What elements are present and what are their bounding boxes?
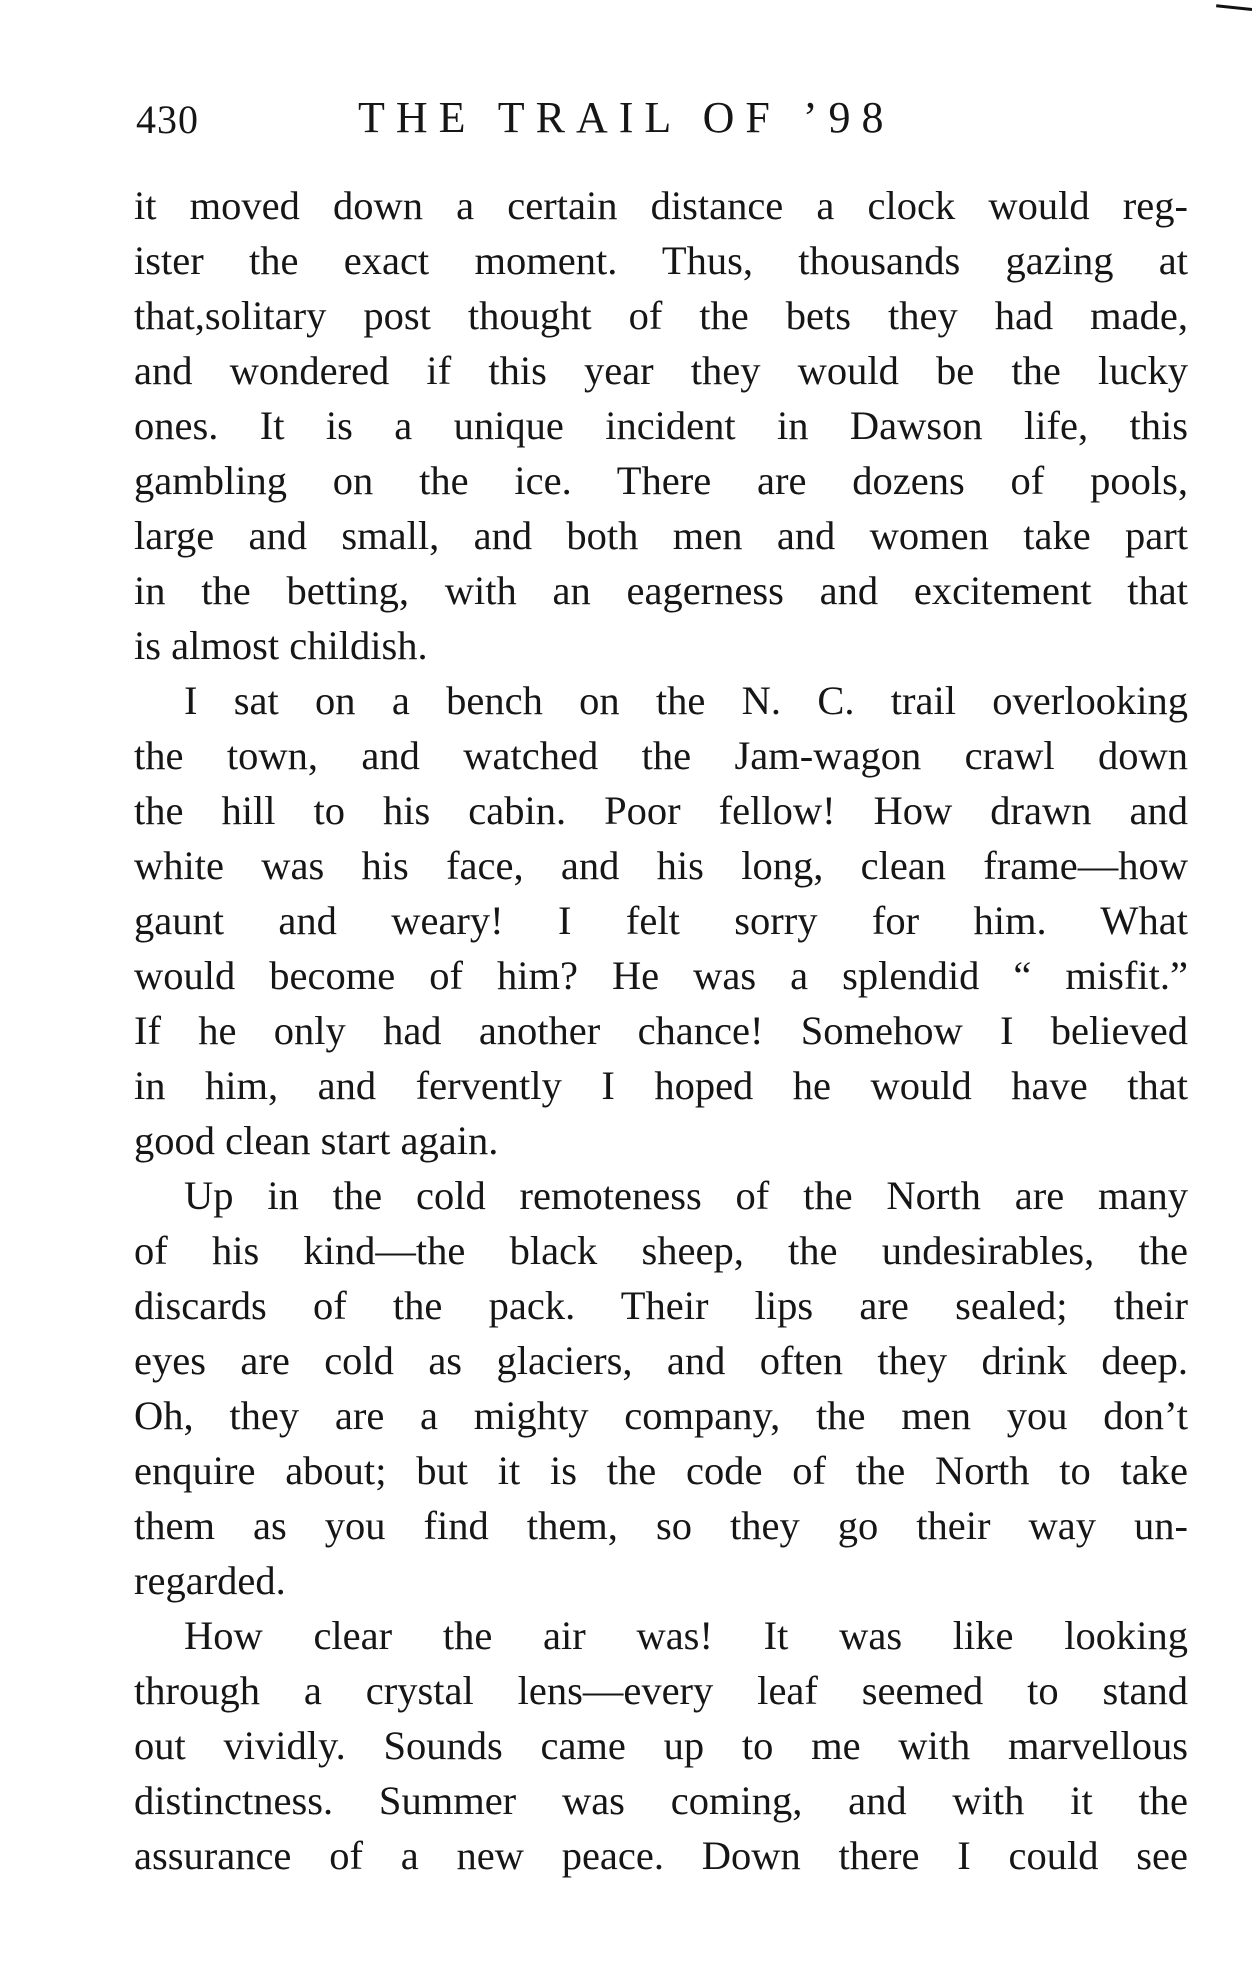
text-line: distinctness. Summer was coming, and with it the: [134, 1778, 1188, 1823]
text-line: white was his face, and his long, clean frame—how: [134, 843, 1188, 888]
text-line: eyes are cold as glaciers, and often they drink deep.: [134, 1338, 1188, 1383]
text-line: in the betting, with an eagerness and excitement that: [134, 568, 1188, 613]
text-line: it moved down a certain distance a clock would reg-: [134, 183, 1188, 228]
page-header: [136, 92, 1186, 152]
text-line: that,solitary post thought of the bets they had made,: [134, 293, 1188, 338]
text-line: Up in the cold remoteness of the North are many: [184, 1173, 1188, 1218]
page-number: 430: [136, 97, 199, 142]
text-line: I sat on a bench on the N. C. trail overlooking: [184, 678, 1188, 723]
body-text: [134, 178, 1188, 1883]
text-line: gambling on the ice. There are dozens of pools,: [134, 458, 1188, 503]
text-line: good clean start again.: [134, 1118, 499, 1163]
scan-corner-mark: [1216, 4, 1252, 11]
text-line: ister the exact moment. Thus, thousands gazing at: [134, 238, 1188, 283]
paragraph-4: [134, 1608, 1188, 1883]
text-line: gaunt and weary! I felt sorry for him. What: [134, 898, 1188, 943]
text-line: would become of him? He was a splendid “ misfit.”: [134, 953, 1188, 998]
text-line: and wondered if this year they would be the lucky: [134, 348, 1188, 393]
running-title: THE TRAIL OF ’98: [358, 93, 895, 142]
text-line: Oh, they are a mighty company, the men you don’t: [134, 1393, 1188, 1438]
text-line: them as you find them, so they go their way un-: [134, 1503, 1188, 1548]
text-line: regarded.: [134, 1558, 286, 1603]
text-line: assurance of a new peace. Down there I could see: [134, 1833, 1188, 1878]
text-line: ones. It is a unique incident in Dawson life, this: [134, 403, 1188, 448]
text-line: out vividly. Sounds came up to me with marvellous: [134, 1723, 1188, 1768]
text-line: through a crystal lens—every leaf seemed to stand: [134, 1668, 1188, 1713]
text-line: enquire about; but it is the code of the North to take: [134, 1448, 1188, 1493]
text-line: in him, and fervently I hoped he would have that: [134, 1063, 1188, 1108]
text-line: discards of the pack. Their lips are sealed; their: [134, 1283, 1188, 1328]
text-line: of his kind—the black sheep, the undesirables, the: [134, 1228, 1188, 1273]
text-line: If he only had another chance! Somehow I believed: [134, 1008, 1188, 1053]
paragraph-2: [134, 673, 1188, 1168]
text-line: large and small, and both men and women take part: [134, 513, 1188, 558]
text-line: is almost childish.: [134, 623, 428, 668]
paragraph-1: [134, 178, 1188, 673]
paragraph-3: [134, 1168, 1188, 1608]
text-line: the hill to his cabin. Poor fellow! How drawn and: [134, 788, 1188, 833]
text-line: How clear the air was! It was like looking: [184, 1613, 1188, 1658]
text-line: the town, and watched the Jam-wagon crawl down: [134, 733, 1188, 778]
